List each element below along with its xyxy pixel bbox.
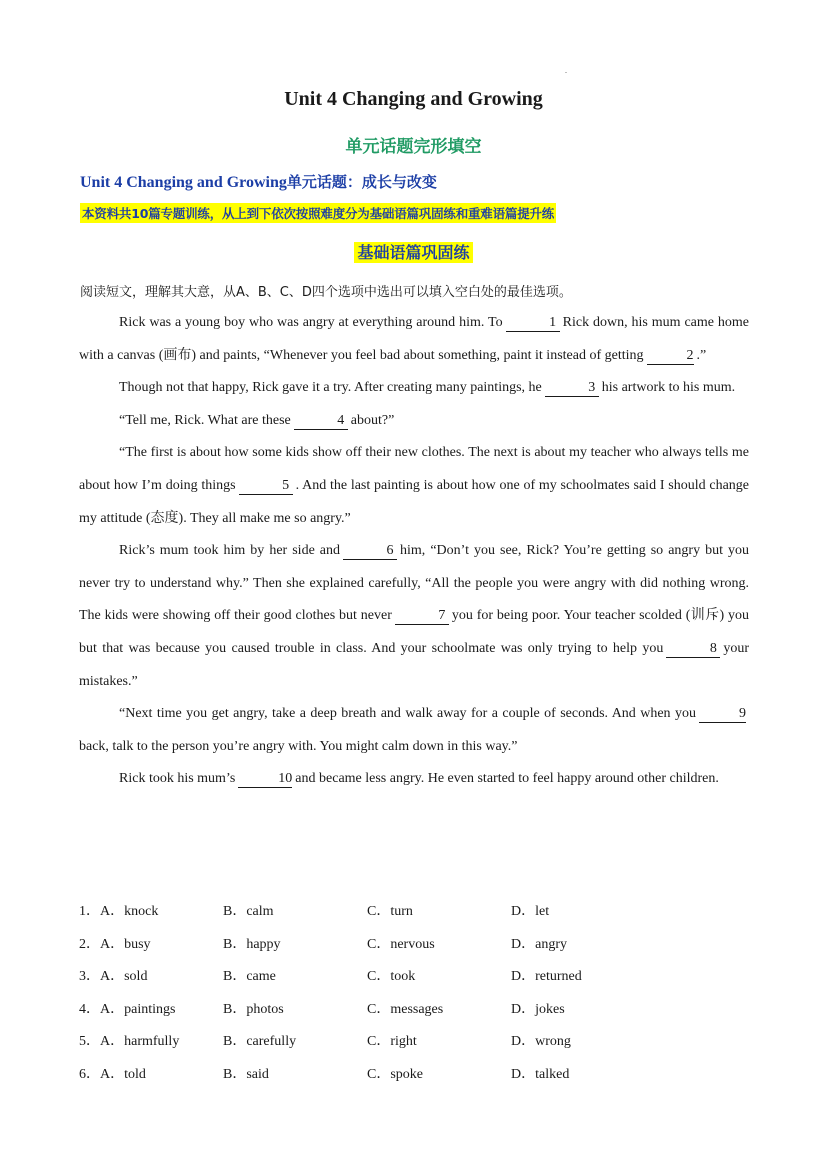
notice-banner: 本资料共10篇专题训练，从上到下依次按照难度分为基础语篇巩固练和重难语篇提升练 bbox=[80, 203, 556, 223]
option-d: D．jokes bbox=[511, 1001, 565, 1017]
paragraph-5 bbox=[79, 535, 749, 698]
option-a-text: A．paintings bbox=[100, 1001, 176, 1017]
option-c: C．right bbox=[367, 1034, 417, 1049]
page-title: Unit 4 Changing and Growing bbox=[284, 88, 543, 110]
question-number: 6． bbox=[79, 1066, 100, 1082]
passage-text: Though not that happy, Rick gave it a try. After creating many paintings, he bbox=[119, 380, 542, 396]
option-b: B．calm bbox=[223, 904, 274, 919]
passage-text: about?” bbox=[350, 412, 395, 428]
option-a bbox=[79, 998, 175, 1018]
answer-options bbox=[79, 894, 759, 1089]
paragraph-4 bbox=[79, 437, 749, 535]
topic-line bbox=[80, 171, 437, 192]
option-d: D．talked bbox=[511, 1066, 570, 1082]
blank-8: 8 bbox=[666, 641, 720, 658]
option-d: D．wrong bbox=[511, 1034, 571, 1049]
cloze-passage bbox=[79, 307, 749, 796]
section-heading bbox=[0, 240, 827, 263]
option-b: B．said bbox=[223, 1066, 269, 1082]
question-row bbox=[79, 927, 759, 960]
option-d: D．returned bbox=[511, 969, 582, 984]
option-d: D．let bbox=[511, 904, 550, 919]
passage-text: “Next time you get angry, take a deep breath and walk away for a couple of seconds. And when you bbox=[119, 706, 696, 722]
topic-english: Unit 4 Changing and Growing bbox=[80, 174, 287, 191]
option-a-text: A．knock bbox=[100, 904, 159, 919]
blank-7: 7 bbox=[395, 608, 449, 625]
instruction-text: 阅读短文，理解其大意，从A、B、C、D四个选项中选出可以填入空白处的最佳选项。 bbox=[80, 285, 572, 300]
option-a bbox=[79, 900, 158, 920]
paragraph-6 bbox=[79, 698, 749, 763]
option-a bbox=[79, 1030, 179, 1050]
passage-text: his artwork to his mum. bbox=[601, 380, 736, 396]
option-b: B．came bbox=[223, 969, 276, 984]
blank-2: 2 bbox=[647, 348, 694, 365]
question-row bbox=[79, 1057, 759, 1090]
page-subtitle: 单元话题完形填空 bbox=[345, 137, 482, 157]
option-a bbox=[79, 1063, 146, 1083]
passage-text: him, “Don’t you see, Rick? You’re getting so angry but you never try to understand why.” Then she explained carefully, “All the people you were angry with did nothing wrong. The kids were showing off their good clothes but never bbox=[79, 543, 750, 624]
paragraph-1 bbox=[79, 307, 749, 372]
option-a-text: A．harmfully bbox=[100, 1034, 180, 1049]
blank-9: 9 bbox=[699, 706, 746, 723]
passage-text: “The first is about how some kids show off their new clothes. The next is about my teacher who always tells me about how I’m doing things bbox=[79, 445, 749, 493]
option-d: D．angry bbox=[511, 936, 567, 952]
blank-4: 4 bbox=[294, 413, 348, 430]
question-number: 4． bbox=[79, 1001, 100, 1017]
blank-3: 3 bbox=[545, 380, 599, 397]
option-a bbox=[79, 933, 151, 953]
option-a-text: A．busy bbox=[100, 936, 151, 952]
passage-text: .” bbox=[696, 347, 707, 363]
blank-10: 10 bbox=[238, 771, 292, 788]
option-c: C．spoke bbox=[367, 1066, 423, 1082]
passage-text: Rick’s mum took him by her side and bbox=[119, 543, 341, 559]
section-label: 基础语篇巩固练 bbox=[354, 242, 472, 263]
question-row bbox=[79, 1024, 759, 1057]
passage-text: you for being poor. Your teacher scolded (训斥) you but that was because you caused trouble in class. And your schoolmate was only trying to help you bbox=[79, 608, 749, 656]
passage-text: back, talk to the person you’re angry with. You might calm down in this way.” bbox=[79, 738, 518, 754]
blank-6: 6 bbox=[343, 543, 397, 560]
question-number: 5． bbox=[79, 1034, 100, 1049]
option-b: B．carefully bbox=[223, 1034, 297, 1049]
passage-text: your mistakes.” bbox=[79, 640, 749, 689]
blank-1: 1 bbox=[506, 315, 560, 332]
passage-text: Rick down, his mum came home with a canvas (画布) and paints, “Whenever you feel bad about something, paint it instead of getting bbox=[79, 315, 750, 363]
question-row bbox=[79, 959, 759, 992]
paragraph-3 bbox=[79, 405, 749, 438]
passage-text: Rick was a young boy who was angry at everything around him. To bbox=[119, 315, 503, 330]
paragraph-2 bbox=[79, 372, 749, 405]
option-b: B．happy bbox=[223, 936, 281, 952]
option-a-text: A．sold bbox=[100, 969, 148, 984]
option-c: C．turn bbox=[367, 904, 413, 919]
option-b: B．photos bbox=[223, 1001, 284, 1017]
blank-5: 5 bbox=[239, 478, 293, 495]
option-c: C．nervous bbox=[367, 936, 435, 952]
option-c: C．messages bbox=[367, 1001, 444, 1017]
question-row bbox=[79, 992, 759, 1025]
question-number: 1． bbox=[79, 904, 100, 919]
question-number: 2． bbox=[79, 936, 100, 952]
passage-text: “Tell me, Rick. What are these bbox=[119, 412, 291, 428]
option-a bbox=[79, 965, 147, 985]
passage-text: . And the last painting is about how one of my schoolmates said I should change my attitude (态度). They all make me so angry.” bbox=[79, 477, 749, 526]
page-mark: . bbox=[565, 66, 567, 75]
question-row bbox=[79, 894, 759, 927]
paragraph-7 bbox=[79, 763, 749, 796]
passage-text: and became less angry. He even started to feel happy around other children. bbox=[295, 771, 719, 787]
option-c: C．took bbox=[367, 969, 416, 984]
option-a-text: A．told bbox=[100, 1066, 146, 1082]
passage-text: Rick took his mum’s bbox=[119, 771, 236, 787]
question-number: 3． bbox=[79, 969, 100, 984]
topic-chinese: 单元话题：成长与改变 bbox=[286, 173, 437, 191]
